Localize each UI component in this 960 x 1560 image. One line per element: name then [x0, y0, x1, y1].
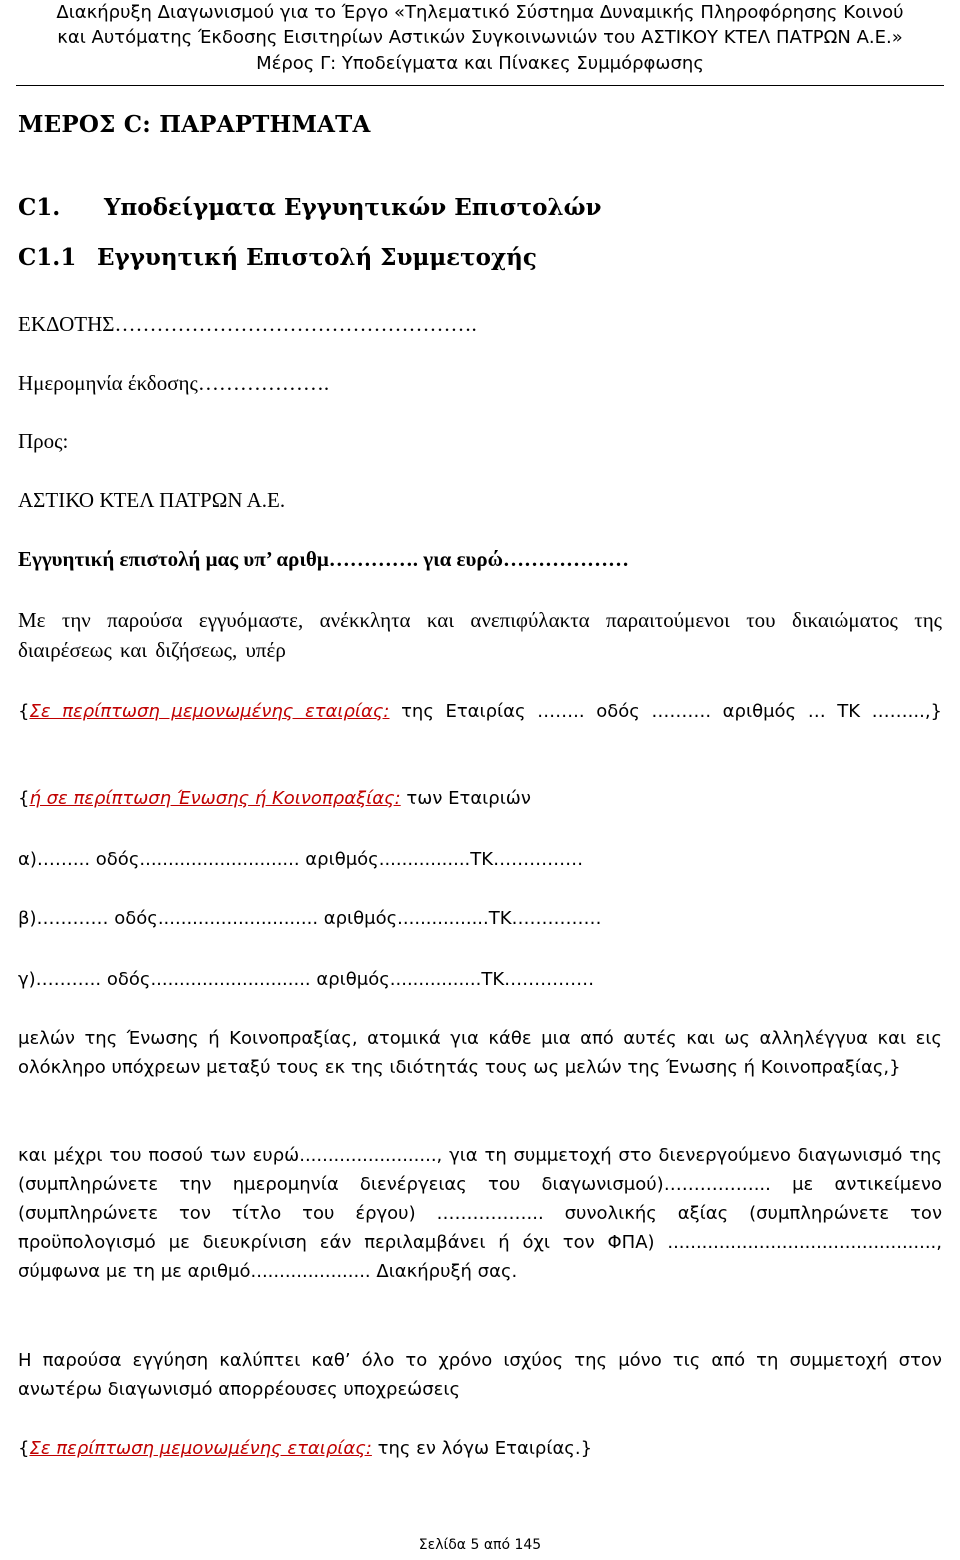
intro-paragraph: Με την παρούσα εγγυόμαστε, ανέκκλητα και ανεπιφύλακτα παραιτούμενοι του δικαιώματος της διαιρέσεως και διζήσεως, υπέρ	[18, 608, 942, 662]
issue-date-line: Ημερομηνία έκδοσης……………….	[18, 371, 330, 395]
subsubsection-title: Εγγυητική Επιστολή Συμμετοχής	[97, 244, 537, 271]
subsection-title: Υποδείγματα Εγγυητικών Επιστολών	[104, 194, 602, 221]
subsection-heading	[18, 194, 602, 221]
recipient-line: ΑΣΤΙΚΟ ΚΤΕΛ ΠΑΤΡΩΝ Α.Ε.	[18, 488, 286, 512]
members-paragraph: μελών της Ένωσης ή Κοινοπραξίας, ατομικά για κάθε μια από αυτές και ως αλληλέγγυα και εις ολόκληρο υπόχρεων μεταξύ τους εκ της ιδιότητάς τους ως μελών της Ένωσης ή Κοινοπραξίας,}	[18, 1028, 942, 1078]
subsubsection-heading	[18, 244, 537, 271]
letter-reference-line: Εγγυητική επιστολή μας υπ’ αριθμ…………. για ευρώ………………	[18, 547, 630, 571]
header-title-line-3: Μέρος Γ: Υποδείγματα και Πίνακες Συμμόρφωσης	[256, 53, 704, 74]
single-company-clause: {Σε περίπτωση μεμονωμένης εταιρίας: της Εταιρίας …….. οδός ………. αριθμός … ΤΚ ……...,}	[18, 701, 942, 722]
final-note-text: της εν λόγω Εταιρίας.}	[371, 1438, 593, 1459]
single-company-text: της Εταιρίας …….. οδός ………. αριθμός … ΤΚ ……...,}	[389, 701, 942, 722]
final-note-label: Σε περίπτωση μεμονωμένης εταιρίας:	[29, 1438, 372, 1459]
subsection-number: C1.	[18, 194, 61, 221]
header-title-line-2: και Αυτόματης Έκδοσης Εισιτηρίων Αστικών Συγκοινωνιών του ΑΣΤΙΚΟΥ ΚΤΕΛ ΠΑΤΡΩΝ Α.Ε.»	[57, 27, 903, 48]
consortium-clause: {ή σε περίπτωση Ένωσης ή Κοινοπραξίας: των Εταιριών	[18, 788, 531, 809]
subsubsection-number: C1.1	[18, 244, 77, 271]
page-number: Σελίδα 5 από 145	[418, 1537, 542, 1553]
section-title: ΜΕΡΟΣ C: ΠΑΡΑΡΤΗΜΑΤΑ	[18, 111, 371, 138]
header-divider	[16, 85, 944, 86]
consortium-member-row: γ)……….. οδός............................ αριθμός................ΤΚ……………	[18, 969, 595, 990]
coverage-paragraph: Η παρούσα εγγύηση καλύπτει καθ’ όλο το χρόνο ισχύος της μόνο τις από τη συμμετοχή στον ανωτέρω διαγωνισμό απορρέουσες υποχρεώσεις	[18, 1350, 942, 1400]
consortium-label: ή σε περίπτωση Ένωσης ή Κοινοπραξίας:	[29, 788, 401, 809]
amount-paragraph: και μέχρι του ποσού των ευρώ........................, για τη συμμετοχή στο διενεργούμενο διαγωνισμό της (συμπληρώνετε την ημερομηνία διενέργειας του διαγωνισμού)……………... με αντικείμενο (συμπληρώνετε τον τίτλο του έργου) ……………... συνολικής αξίας (συμπληρώνετε τον προϋπολογισμό με διευκρίνιση εάν περιλαμβάνει ή όχι τον ΦΠΑ) ..............................................., σύμφωνα με τη με αριθμό..................... Διακήρυξή σας.	[18, 1145, 942, 1282]
single-company-label: Σε περίπτωση μεμονωμένης εταιρίας:	[29, 701, 390, 722]
consortium-member-row: α)……... οδός............................ αριθμός................ΤΚ……………	[18, 849, 584, 870]
to-line: Προς:	[18, 429, 69, 453]
issuer-line: ΕΚΔΟΤΗΣ…………………………………………….	[18, 312, 477, 336]
consortium-text: των Εταιριών	[400, 788, 531, 809]
header-title-line-1: Διακήρυξη Διαγωνισμού για το Έργο «Τηλεματικό Σύστημα Δυναμικής Πληροφόρησης Κοινού	[56, 2, 904, 23]
final-note: {Σε περίπτωση μεμονωμένης εταιρίας: της εν λόγω Εταιρίας.}	[18, 1438, 593, 1459]
consortium-member-row: β)………… οδός............................ αριθμός................ΤΚ……………	[18, 908, 602, 929]
